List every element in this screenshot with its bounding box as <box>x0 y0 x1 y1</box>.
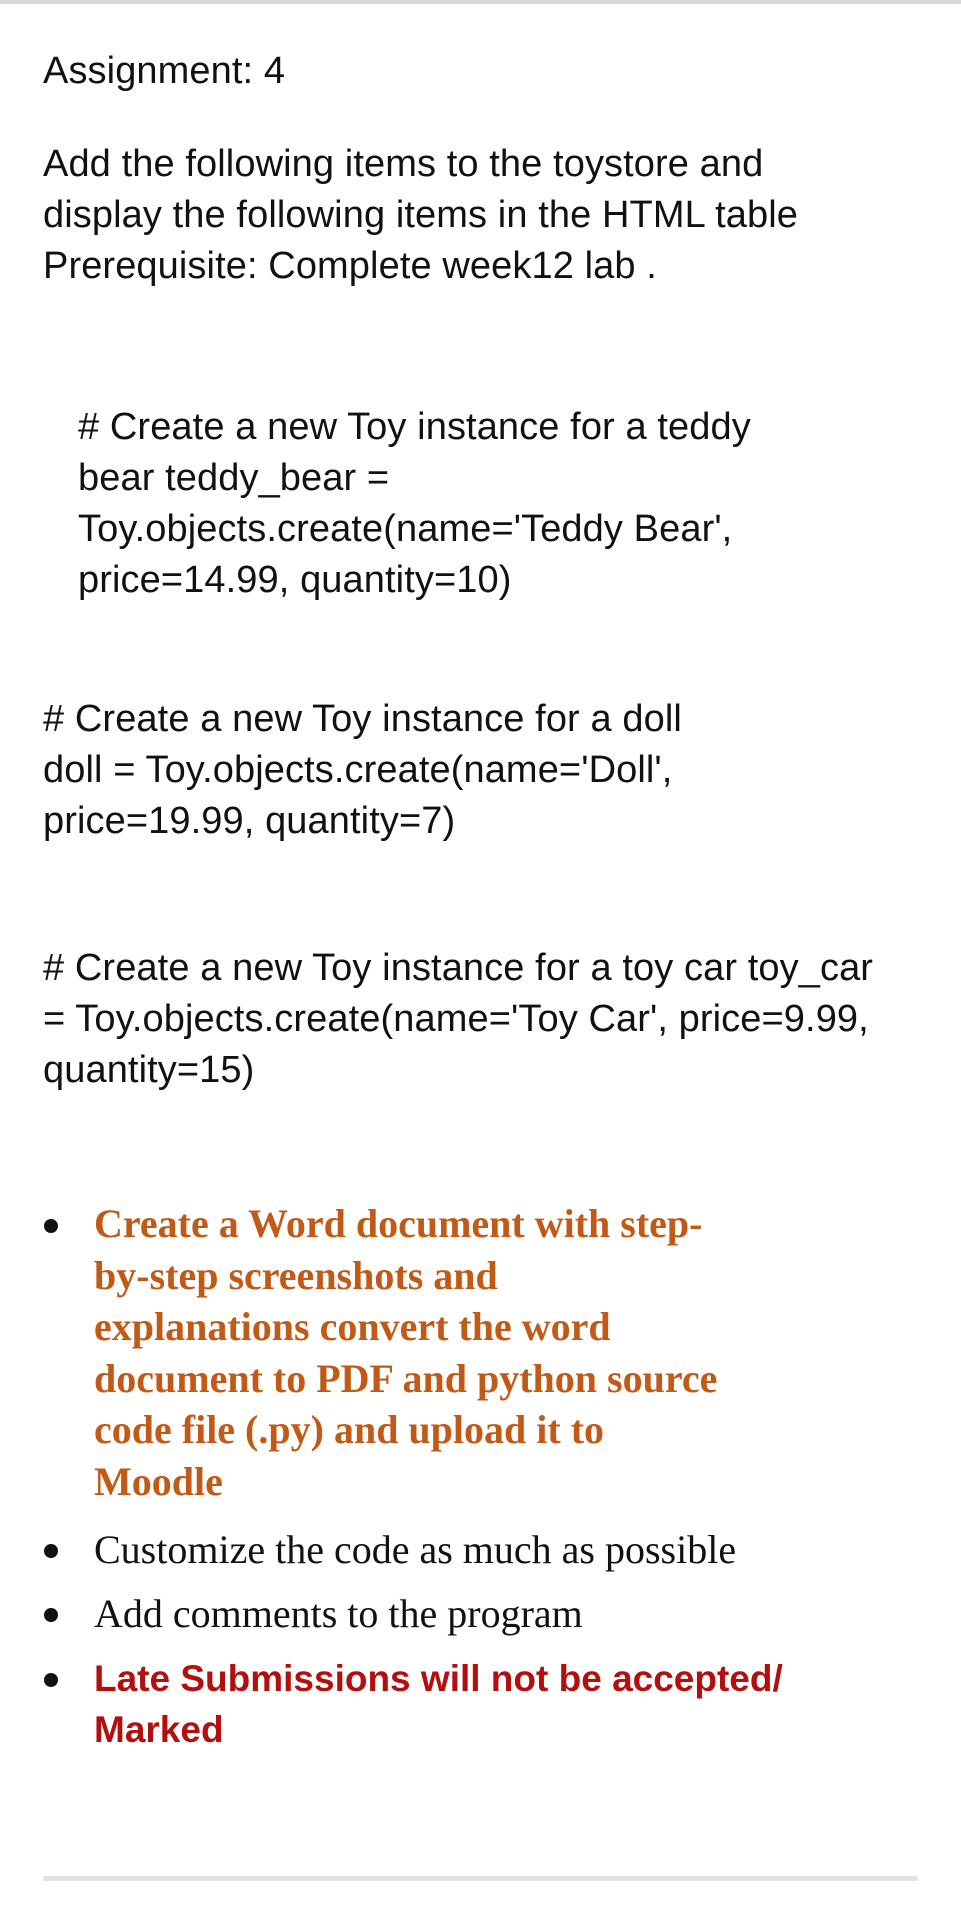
code-line: bear teddy_bear = <box>78 457 390 499</box>
code-block-toy-car <box>43 943 873 1096</box>
code-line: = Toy.objects.create(name='Toy Car', price=9.99, <box>43 998 869 1040</box>
code-block-teddy-bear <box>78 402 751 606</box>
bullet-icon <box>44 1544 58 1558</box>
instruction-customize <box>94 1524 736 1575</box>
code-line: price=19.99, quantity=7) <box>43 800 456 842</box>
instruction-comments <box>94 1588 583 1639</box>
bullet-icon <box>44 1608 58 1622</box>
code-line: # Create a new Toy instance for a doll <box>43 698 682 740</box>
instruction-line: code file (.py) and upload it to <box>94 1407 605 1452</box>
intro-line: display the following items in the HTML table <box>43 194 798 236</box>
instruction-line: Add comments to the program <box>94 1591 583 1636</box>
bullet-icon <box>44 1219 58 1233</box>
code-line: # Create a new Toy instance for a teddy <box>78 406 751 448</box>
intro-paragraph <box>43 139 798 292</box>
instruction-line: Create a Word document with step- <box>94 1201 703 1246</box>
code-line: doll = Toy.objects.create(name='Doll', <box>43 749 673 791</box>
code-line: quantity=15) <box>43 1049 255 1091</box>
instruction-line: Customize the code as much as possible <box>94 1527 737 1572</box>
instruction-line: Moodle <box>94 1458 223 1504</box>
instruction-line: Marked <box>94 1709 224 1750</box>
code-block-doll <box>43 694 682 847</box>
code-line: price=14.99, quantity=10) <box>78 559 512 601</box>
code-line: # Create a new Toy instance for a toy car toy_car <box>43 947 874 989</box>
instruction-line: Late Submissions will not be accepted/ <box>94 1658 783 1699</box>
bottom-divider <box>43 1876 918 1881</box>
intro-line: Add the following items to the toystore and <box>43 143 764 185</box>
bullet-icon <box>44 1673 58 1687</box>
assignment-heading: Assignment: 4 <box>43 50 286 92</box>
instruction-word-document <box>94 1198 717 1507</box>
code-line: Toy.objects.create(name='Teddy Bear', <box>78 508 733 550</box>
instruction-line: explanations convert the word <box>94 1304 611 1349</box>
late-submission-warning <box>94 1653 783 1755</box>
prerequisite-line: Prerequisite: Complete week12 lab . <box>43 245 657 287</box>
instruction-line: document to PDF and python source <box>94 1355 718 1401</box>
instruction-line: by-step screenshots and <box>94 1252 498 1298</box>
